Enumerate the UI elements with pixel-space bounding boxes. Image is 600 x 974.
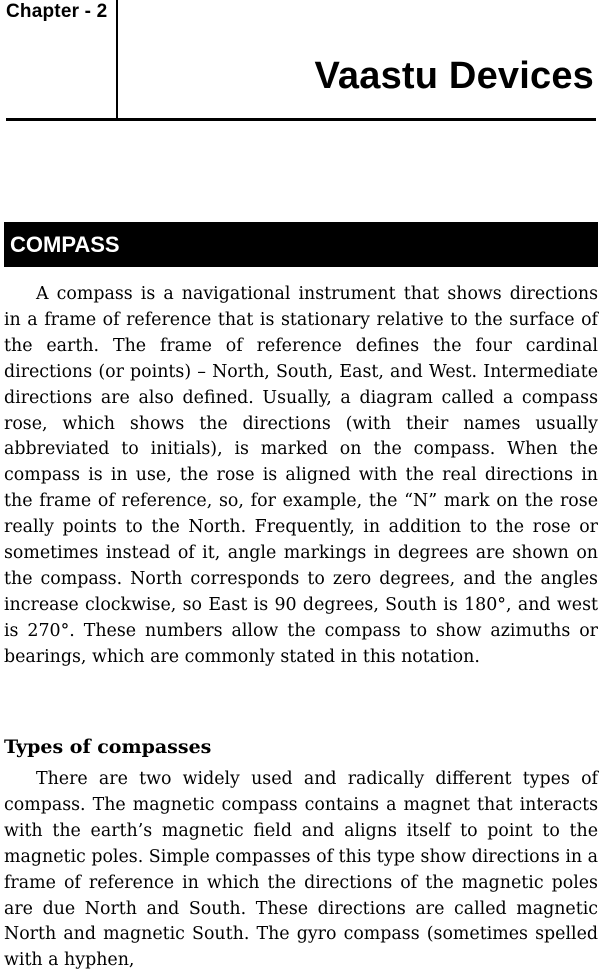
header-horizontal-rule [6,118,596,121]
body-paragraph: A compass is a navigational instrument that shows directions in a frame of reference that is stationary relative to the surface of the earth. The frame of reference defines the four cardinal directions (or points) – North, South, East, and West. Intermediate directions are also defined. Usually, a diagram called a compass rose, which shows the directions (with their names usually abbreviated to initials), is marked on the compass. When the compass is in use, the rose is aligned with the real directions in the frame of reference, so, for example, the “N” mark on the rose really points to the North. Frequently, in addition to the rose or sometimes instead of it, angle markings in degrees are shown on the compass. North corresponds to zero degrees, and the angles increase clockwise, so East is 90 degrees, South is 180°, and west is 270°. These numbers allow the compass to show azimuths or bearings, which are commonly stated in this notation. [4,284,598,667]
section-heading-bar [4,222,598,267]
chapter-label: Chapter - 2 [6,1,108,22]
subsection-heading: Types of compasses [4,736,212,758]
header-vertical-rule [116,0,118,119]
chapter-title: Vaastu Devices [314,55,594,97]
section-heading: COMPASS [10,232,120,257]
body-paragraph: There are two widely used and radically different types of compass. The magnetic compass contains a magnet that interacts with the earth’s magnetic field and aligns itself to point to the magnetic poles. Simple compasses of this type show directions in a frame of reference in which the directions of the magnetic poles are due North and South. These directions are called magnetic North and magnetic South. The gyro compass (sometimes spelled with a hyphen, [4,769,598,971]
